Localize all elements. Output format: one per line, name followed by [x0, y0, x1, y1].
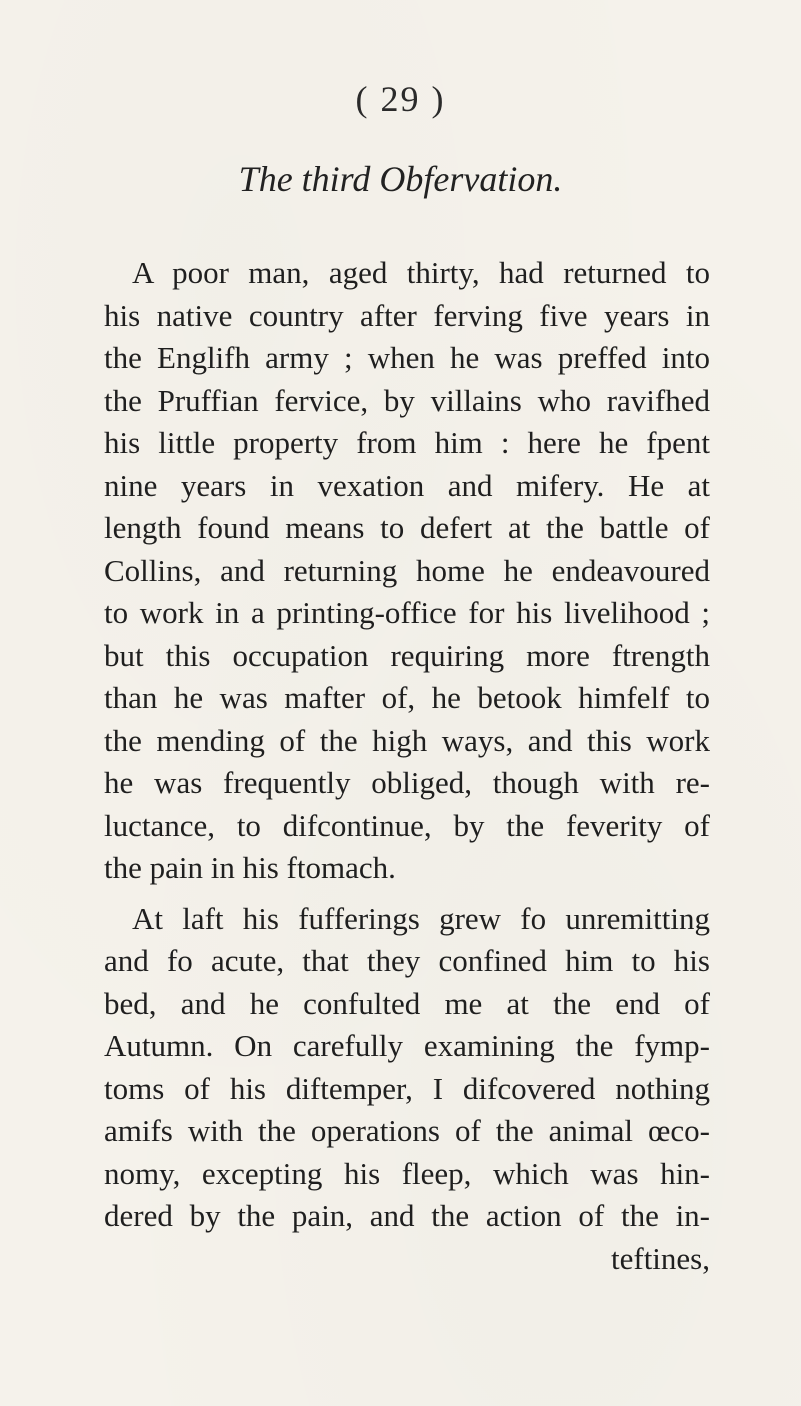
text-line: the Pruffian fervice, by villains who ravifhed — [104, 382, 710, 418]
text-line: Collins, and returning home he endeavoured — [104, 552, 710, 588]
text-line: the pain in his ftomach. — [104, 850, 396, 885]
text-line: his native country after ferving five years in — [104, 297, 710, 333]
text-line: the Englifh army ; when he was preffed into — [104, 340, 710, 375]
text-line: but this occupation requiring more ftrength — [104, 637, 710, 673]
text-line: At laft his fufferings grew fo unremitting — [132, 900, 710, 936]
text-line: luctance, to difcontinue, by the feverity of — [104, 807, 710, 843]
text-line: to work in a printing-office for his livelihood ; — [104, 595, 710, 630]
text-line: his little property from him : here he fpent — [104, 425, 710, 460]
section-heading: The third Obfervation. — [238, 159, 563, 199]
text-line: length found means to defert at the battle of — [104, 510, 710, 545]
text-line: A poor man, aged thirty, had returned to — [132, 255, 710, 290]
text-line: nomy, excepting his fleep, which was hin- — [104, 1155, 710, 1191]
text-line: than he was mafter of, he betook himfelf to — [104, 680, 710, 715]
text-line: toms of his diftemper, I difcovered nothing — [104, 1070, 710, 1106]
text-line: amifs with the operations of the animal œco- — [104, 1113, 710, 1148]
paragraph-2 — [104, 898, 710, 1238]
catchword: teftines, — [611, 1240, 710, 1276]
text-line: the mending of the high ways, and this work — [104, 722, 710, 758]
text-line: bed, and he confulted me at the end of — [104, 985, 710, 1021]
text-line: dered by the pain, and the action of the in- — [104, 1198, 710, 1233]
text-line: he was frequently obliged, though with re- — [104, 765, 710, 800]
paragraph-1 — [104, 252, 710, 890]
body-text — [104, 252, 710, 1280]
text-line: and fo acute, that they confined him to his — [104, 943, 710, 978]
text-line: nine years in vexation and mifery. He at — [104, 467, 710, 503]
text-line: Autumn. On carefully examining the fymp- — [104, 1028, 710, 1063]
page-number: ( 29 ) — [355, 79, 446, 119]
